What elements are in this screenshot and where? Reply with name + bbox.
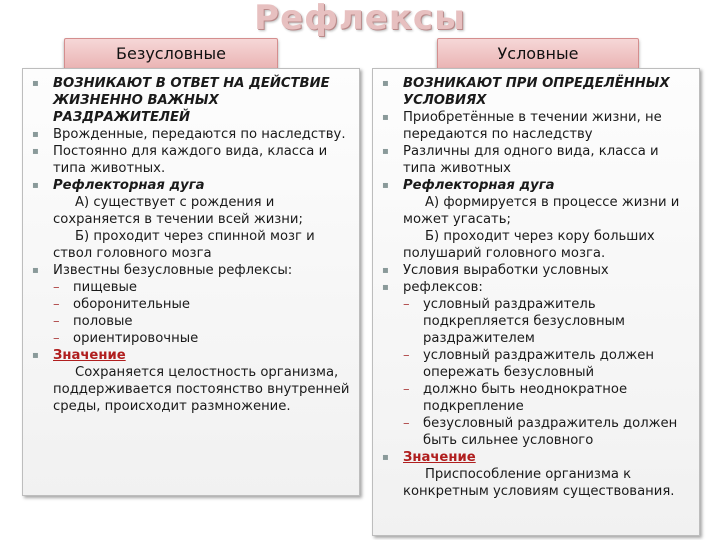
reflex-type: – ориентировочные <box>53 331 199 346</box>
bullet-icon: ▪ <box>382 452 389 463</box>
bullet-icon: ▪ <box>32 146 39 157</box>
list-item: ▪ Постоянно для каждого вида, класса и типа животных. <box>32 144 328 176</box>
value-text: Приспособление организма к конкретным условиям существования. <box>403 467 675 499</box>
list-item: ▪ Известны безусловные рефлексы: – пищевые – оборонительные – половые – ориентировочные <box>23 262 359 347</box>
bullet-icon: ▪ <box>32 129 39 140</box>
reflex-type: – пищевые <box>53 280 138 295</box>
condition-item: – безусловный раздражитель должен быть сильнее условного <box>403 416 678 448</box>
header-unconditioned: Безусловные <box>64 38 278 70</box>
list-item: ▪ ВОЗНИКАЮТ В ОТВЕТ НА ДЕЙСТВИЕ ЖИЗНЕННО ВАЖНЫХ РАЗДРАЖИТЕЛЕЙ <box>32 76 330 125</box>
list-item: ▪ рефлексов: – условный раздражитель подкрепляется безусловным раздражителем – условный раздражитель должен опережать безусловный – должно быть неоднократное подкрепление – безусловный раздражитель должен быть сильнее условного <box>373 279 699 449</box>
bullet-icon: ▪ <box>32 78 39 89</box>
value-label: Значение <box>53 348 126 363</box>
list-item <box>373 449 699 500</box>
bullet-icon: ▪ <box>382 112 389 123</box>
list-item: ▪ Различны для одного вида, класса и типа животных <box>382 144 659 176</box>
reflex-arc-a: А) существует с рождения и сохраняется в течении всей жизни; <box>53 195 303 227</box>
bullet-icon: ▪ <box>382 180 389 191</box>
list-item <box>23 347 359 415</box>
bullet-icon: ▪ <box>32 350 39 361</box>
header-conditioned: Условные <box>437 38 639 70</box>
reflex-type: – половые <box>53 314 133 329</box>
panel-conditioned <box>372 68 700 536</box>
condition-item: – должно быть неоднократное подкрепление <box>403 382 628 414</box>
reflex-type: – оборонительные <box>53 297 191 312</box>
reflex-arc-b: Б) проходит через спинной мозг и ствол головного мозга <box>53 229 315 261</box>
reflex-arc-b: Б) проходит через кору больших полушарий головного мозга. <box>403 229 655 261</box>
bullet-icon: ▪ <box>32 180 39 191</box>
bullet-icon: ▪ <box>382 146 389 157</box>
list-item: ▪ Врожденные, передаются по наследству. <box>32 127 346 142</box>
page-title: Рефлексы <box>254 0 466 38</box>
panel-unconditioned <box>22 68 360 496</box>
value-text: Сохраняется целостность организма, поддерживается постоянство внутренней среды, происходит размножение. <box>53 365 350 414</box>
list-item: ▪ Рефлекторная дуга А) формируется в процессе жизни и может угасать; Б) проходит через кору больших полушарий головного мозга. <box>373 177 699 262</box>
condition-item: – условный раздражитель должен опережать безусловный <box>403 348 655 380</box>
bullet-icon: ▪ <box>32 265 39 276</box>
list-item: ▪ Условия выработки условных <box>382 263 609 278</box>
list-item: ▪ Рефлекторная дуга А) существует с рождения и сохраняется в течении всей жизни; Б) проходит через спинной мозг и ствол головного мозга <box>23 177 359 262</box>
reflex-arc-a: А) формируется в процессе жизни и может угасать; <box>403 195 680 227</box>
value-label: Значение <box>403 450 476 465</box>
list-item: ▪ Приобретённые в течении жизни, не передаются по наследству <box>382 110 662 142</box>
bullet-icon: ▪ <box>382 78 389 89</box>
condition-item: – условный раздражитель подкрепляется безусловным раздражителем <box>403 297 625 346</box>
bullet-icon: ▪ <box>382 282 389 293</box>
list-item: ▪ ВОЗНИКАЮТ ПРИ ОПРЕДЕЛЁННЫХ УСЛОВИЯХ <box>382 76 670 108</box>
bullet-icon: ▪ <box>382 265 389 276</box>
